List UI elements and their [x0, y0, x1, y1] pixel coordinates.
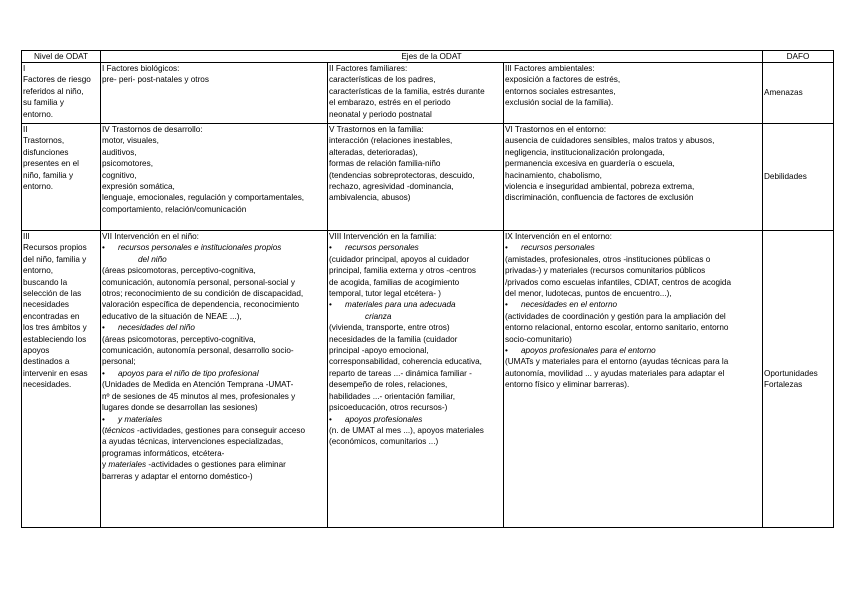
cell-line: (áreas psicomotoras, perceptivo-cognitiva,: [102, 334, 256, 344]
odat-table: [21, 50, 834, 528]
cell-line: I Factores biológicos:: [102, 64, 180, 73]
cell-line: (UMATs y materiales para el entorno (ayudas técnicas para la: [505, 357, 729, 367]
dafo-label: Debilidades: [764, 172, 807, 182]
family-disorders-cell: [328, 124, 504, 231]
level-line: destinados a: [23, 357, 70, 367]
cell-title: VII Intervención en el niño:: [102, 232, 199, 241]
bullet-item: • necesidades del niño: [102, 322, 326, 333]
level-line: II: [23, 125, 28, 134]
cell-line: temporal, tutor legal etcétera- ): [329, 289, 441, 299]
level-line: presentes en el: [23, 159, 79, 169]
cell-line: programas informáticos, etcétera-: [102, 448, 225, 458]
cell-line: principal -apoyo emocional,: [329, 346, 429, 356]
level-line: disfunciones: [23, 147, 69, 157]
cell-line: corresponsabilidad, coherencia educativa,: [329, 357, 482, 367]
header-dafo: DAFO: [763, 51, 834, 63]
level-line: necesidades.: [23, 380, 72, 390]
cell-line: entornos sociales estresantes,: [505, 86, 616, 96]
header-level: Nivel de ODAT: [22, 51, 101, 63]
cell-line: personal;: [102, 357, 136, 367]
cell-line: necesidades de la familia (cuidador: [329, 334, 458, 344]
cell-line: II Factores familiares:: [329, 64, 408, 73]
level-line: referidos al niño,: [23, 86, 84, 96]
cell-line: reparto de tareas ...- dinámica familiar -: [329, 368, 472, 378]
level-line: Factores de riesgo: [23, 75, 91, 85]
cell-line: formas de relación familia-niño: [329, 159, 441, 169]
cell-line: de acogida, familias de acogimiento: [329, 277, 460, 287]
level-line: I: [23, 64, 26, 73]
level-line: Recursos propios: [23, 243, 87, 253]
cell-line: educativo de la situación de NEAE ...),: [102, 311, 242, 321]
cell-line: comunicación, autonomía personal, desarrollo socio-: [102, 346, 294, 356]
cell-line: discriminación, confluencia de factores de exclusión: [505, 193, 694, 203]
cell-line: a ayudas técnicas, intervenciones especializadas,: [102, 437, 284, 447]
cell-line: psicomotores,: [102, 159, 153, 169]
cell-line: (amistades, profesionales, otros -instituciones públicas o: [505, 254, 711, 264]
cell-line: permanencia excesiva en guardería o escuela,: [505, 159, 675, 169]
cell-line: barreras y adaptar el entorno doméstico-): [102, 471, 253, 481]
cell-line: (n. de UMAT al mes ...), apoyos materiales: [329, 425, 484, 435]
development-disorders-cell: [101, 124, 328, 231]
cell-line: valoración específica de dependencia, reconocimiento: [102, 300, 300, 310]
level-line: III: [23, 232, 30, 241]
cell-line: comportamiento, relación/comunicación: [102, 204, 247, 214]
bullet-item: • apoyos profesionales para el entorno: [505, 345, 761, 356]
level-line: del niño, familia y: [23, 254, 87, 264]
cell-line: entorno relacional, entorno escolar, entorno sanitario, entorno: [505, 323, 729, 333]
level-line: necesidades: [23, 300, 69, 310]
level-line: niño, familia y: [23, 170, 74, 180]
bullet-item: • necesidades en el entorno: [505, 299, 761, 310]
family-factors-cell: [328, 63, 504, 124]
cell-line: /privados como escuelas infantiles, CDIAT, centros de acogida: [505, 277, 732, 287]
level-line: selección de las: [23, 289, 82, 299]
cell-title: IX Intervención en el entorno:: [505, 232, 612, 241]
cell-line: principal, familia externa y otros -centros: [329, 266, 476, 276]
level-line: intervenir en esas: [23, 368, 88, 378]
cell-line: (técnicos -actividades, gestiones para conseguir acceso: [102, 425, 305, 435]
cell-line: expresión somática,: [102, 182, 175, 192]
dafo-weaknesses-cell: [763, 124, 834, 231]
cell-line: exclusión social de la familia).: [505, 98, 614, 108]
family-intervention-cell: [328, 231, 504, 528]
table-row-resources: [22, 231, 834, 528]
cell-line: pre- peri- post-natales y otros: [102, 75, 209, 85]
cell-title: VIII Intervención en la familia:: [329, 232, 437, 241]
level-cell-3: [22, 231, 101, 528]
cell-line: (tendencias sobreprotectoras, descuido,: [329, 170, 475, 180]
cell-line: III Factores ambientales:: [505, 64, 595, 73]
cell-line: hacinamiento, chabolismo,: [505, 170, 602, 180]
cell-line: (cuidador principal, apoyos al cuidador: [329, 254, 470, 264]
cell-line: alteradas, deterioradas),: [329, 147, 418, 157]
dafo-label: Oportunidades: [764, 368, 818, 378]
bullet-continuation: crianza: [365, 311, 392, 321]
cell-line: ambivalencia, abusos): [329, 193, 411, 203]
cell-text: -actividades o gestiones para eliminar: [146, 460, 286, 470]
header-axes: Ejes de la ODAT: [101, 51, 763, 63]
cell-line: violencia e inseguridad ambiental, pobreza extrema,: [505, 182, 695, 192]
level-line: apoyos: [23, 346, 50, 356]
cell-line: habilidades ...- orientación familiar,: [329, 391, 456, 401]
cell-line: nº de sesiones de 45 minutos al mes, profesionales y: [102, 391, 296, 401]
cell-line: V Trastornos en la familia:: [329, 125, 424, 134]
cell-line: el embarazo, estrés en el periodo: [329, 98, 451, 108]
dafo-threats-cell: [763, 63, 834, 124]
environment-intervention-cell: [504, 231, 763, 528]
cell-text: y: [102, 460, 109, 470]
table-row-disorders: [22, 124, 834, 231]
cell-line: privadas-) y materiales (recursos comunitarios públicos: [505, 266, 706, 276]
level-line: entorno.: [23, 109, 54, 119]
child-intervention-cell: [101, 231, 328, 528]
bullet-item: • materiales para una adecuada: [329, 299, 502, 310]
cell-text: -actividades, gestiones para conseguir acceso: [134, 425, 305, 435]
cell-line: (económicos, comunitarios ...): [329, 437, 439, 447]
level-line: estableciendo los: [23, 334, 87, 344]
cell-line: (vivienda, transporte, entre otros): [329, 323, 450, 333]
environment-disorders-cell: [504, 124, 763, 231]
cell-line: negligencia, institucionalización prolongada,: [505, 147, 665, 157]
level-cell-2: [22, 124, 101, 231]
cell-line: cognitivo,: [102, 170, 137, 180]
cell-line: ausencia de cuidadores sensibles, malos tratos y abusos,: [505, 136, 715, 146]
cell-line: psicoeducación, otros recursos-): [329, 403, 448, 413]
dafo-label: Fortalezas: [764, 380, 803, 389]
cell-line: lugares donde se desarrollan las sesiones): [102, 403, 258, 413]
cell-line: comunicación, autonomía personal, personal-social y: [102, 277, 295, 287]
bullet-item: • y materiales: [102, 414, 326, 425]
cell-line: del menor, ludotecas, puntos de encuentro...),: [505, 289, 672, 299]
cell-line: rechazo, agresividad -dominancia,: [329, 182, 454, 192]
cell-line: (áreas psicomotoras, perceptivo-cognitiva,: [102, 266, 256, 276]
cell-line: lenguaje, emocionales, regulación y comportamentales,: [102, 193, 305, 203]
bullet-item: • apoyos profesionales: [329, 414, 502, 425]
level-line: Trastornos,: [23, 136, 65, 146]
cell-line: desempeño de roles, relaciones,: [329, 380, 448, 390]
cell-line: VI Trastornos en el entorno:: [505, 125, 607, 134]
cell-line: (Unidades de Medida en Atención Temprana -UMAT-: [102, 380, 294, 390]
bullet-item: • recursos personales: [329, 242, 502, 253]
level-line: encontradas en: [23, 311, 80, 321]
dafo-label: Amenazas: [764, 88, 803, 98]
level-line: entorno.: [23, 182, 54, 192]
cell-line: socio-comunitario): [505, 334, 572, 344]
cell-line: exposición a factores de estrés,: [505, 75, 621, 85]
italic-term: materiales: [108, 460, 147, 470]
cell-line: auditivos,: [102, 147, 137, 157]
dafo-opportunities-cell: [763, 231, 834, 528]
cell-line: características de la familia, estrés durante: [329, 86, 485, 96]
level-cell-1: [22, 63, 101, 124]
header-row: [22, 51, 834, 63]
cell-line: interacción (relaciones inestables,: [329, 136, 453, 146]
cell-line: motor, visuales,: [102, 136, 159, 146]
cell-line: autonomía, movilidad ... y ayudas materiales para adaptar el: [505, 368, 725, 378]
cell-line: otros; reconocimiento de su condición de discapacidad,: [102, 289, 304, 299]
cell-line: IV Trastornos de desarrollo:: [102, 125, 203, 134]
table-row-risk-factors: [22, 63, 834, 124]
cell-line: neonatal y periodo postnatal: [329, 109, 432, 119]
level-line: su familia y: [23, 98, 64, 108]
bullet-item: • recursos personales e institucionales propios: [102, 242, 326, 253]
level-line: buscando la: [23, 277, 68, 287]
level-line: entorno,: [23, 266, 54, 276]
italic-term: técnicos: [104, 425, 135, 435]
bullet-item: • recursos personales: [505, 242, 761, 253]
cell-line: entorno físico y eliminar barreras).: [505, 380, 630, 390]
cell-line: (actividades de coordinación y gestión para la ampliación del: [505, 311, 726, 321]
cell-line: características de los padres,: [329, 75, 436, 85]
environmental-factors-cell: [504, 63, 763, 124]
level-line: los tres ámbitos y: [23, 323, 87, 333]
cell-line: [102, 459, 326, 470]
biological-factors-cell: [101, 63, 328, 124]
bullet-continuation: del niño: [138, 254, 167, 264]
bullet-item: • apoyos para el niño de tipo profesional: [102, 368, 326, 379]
